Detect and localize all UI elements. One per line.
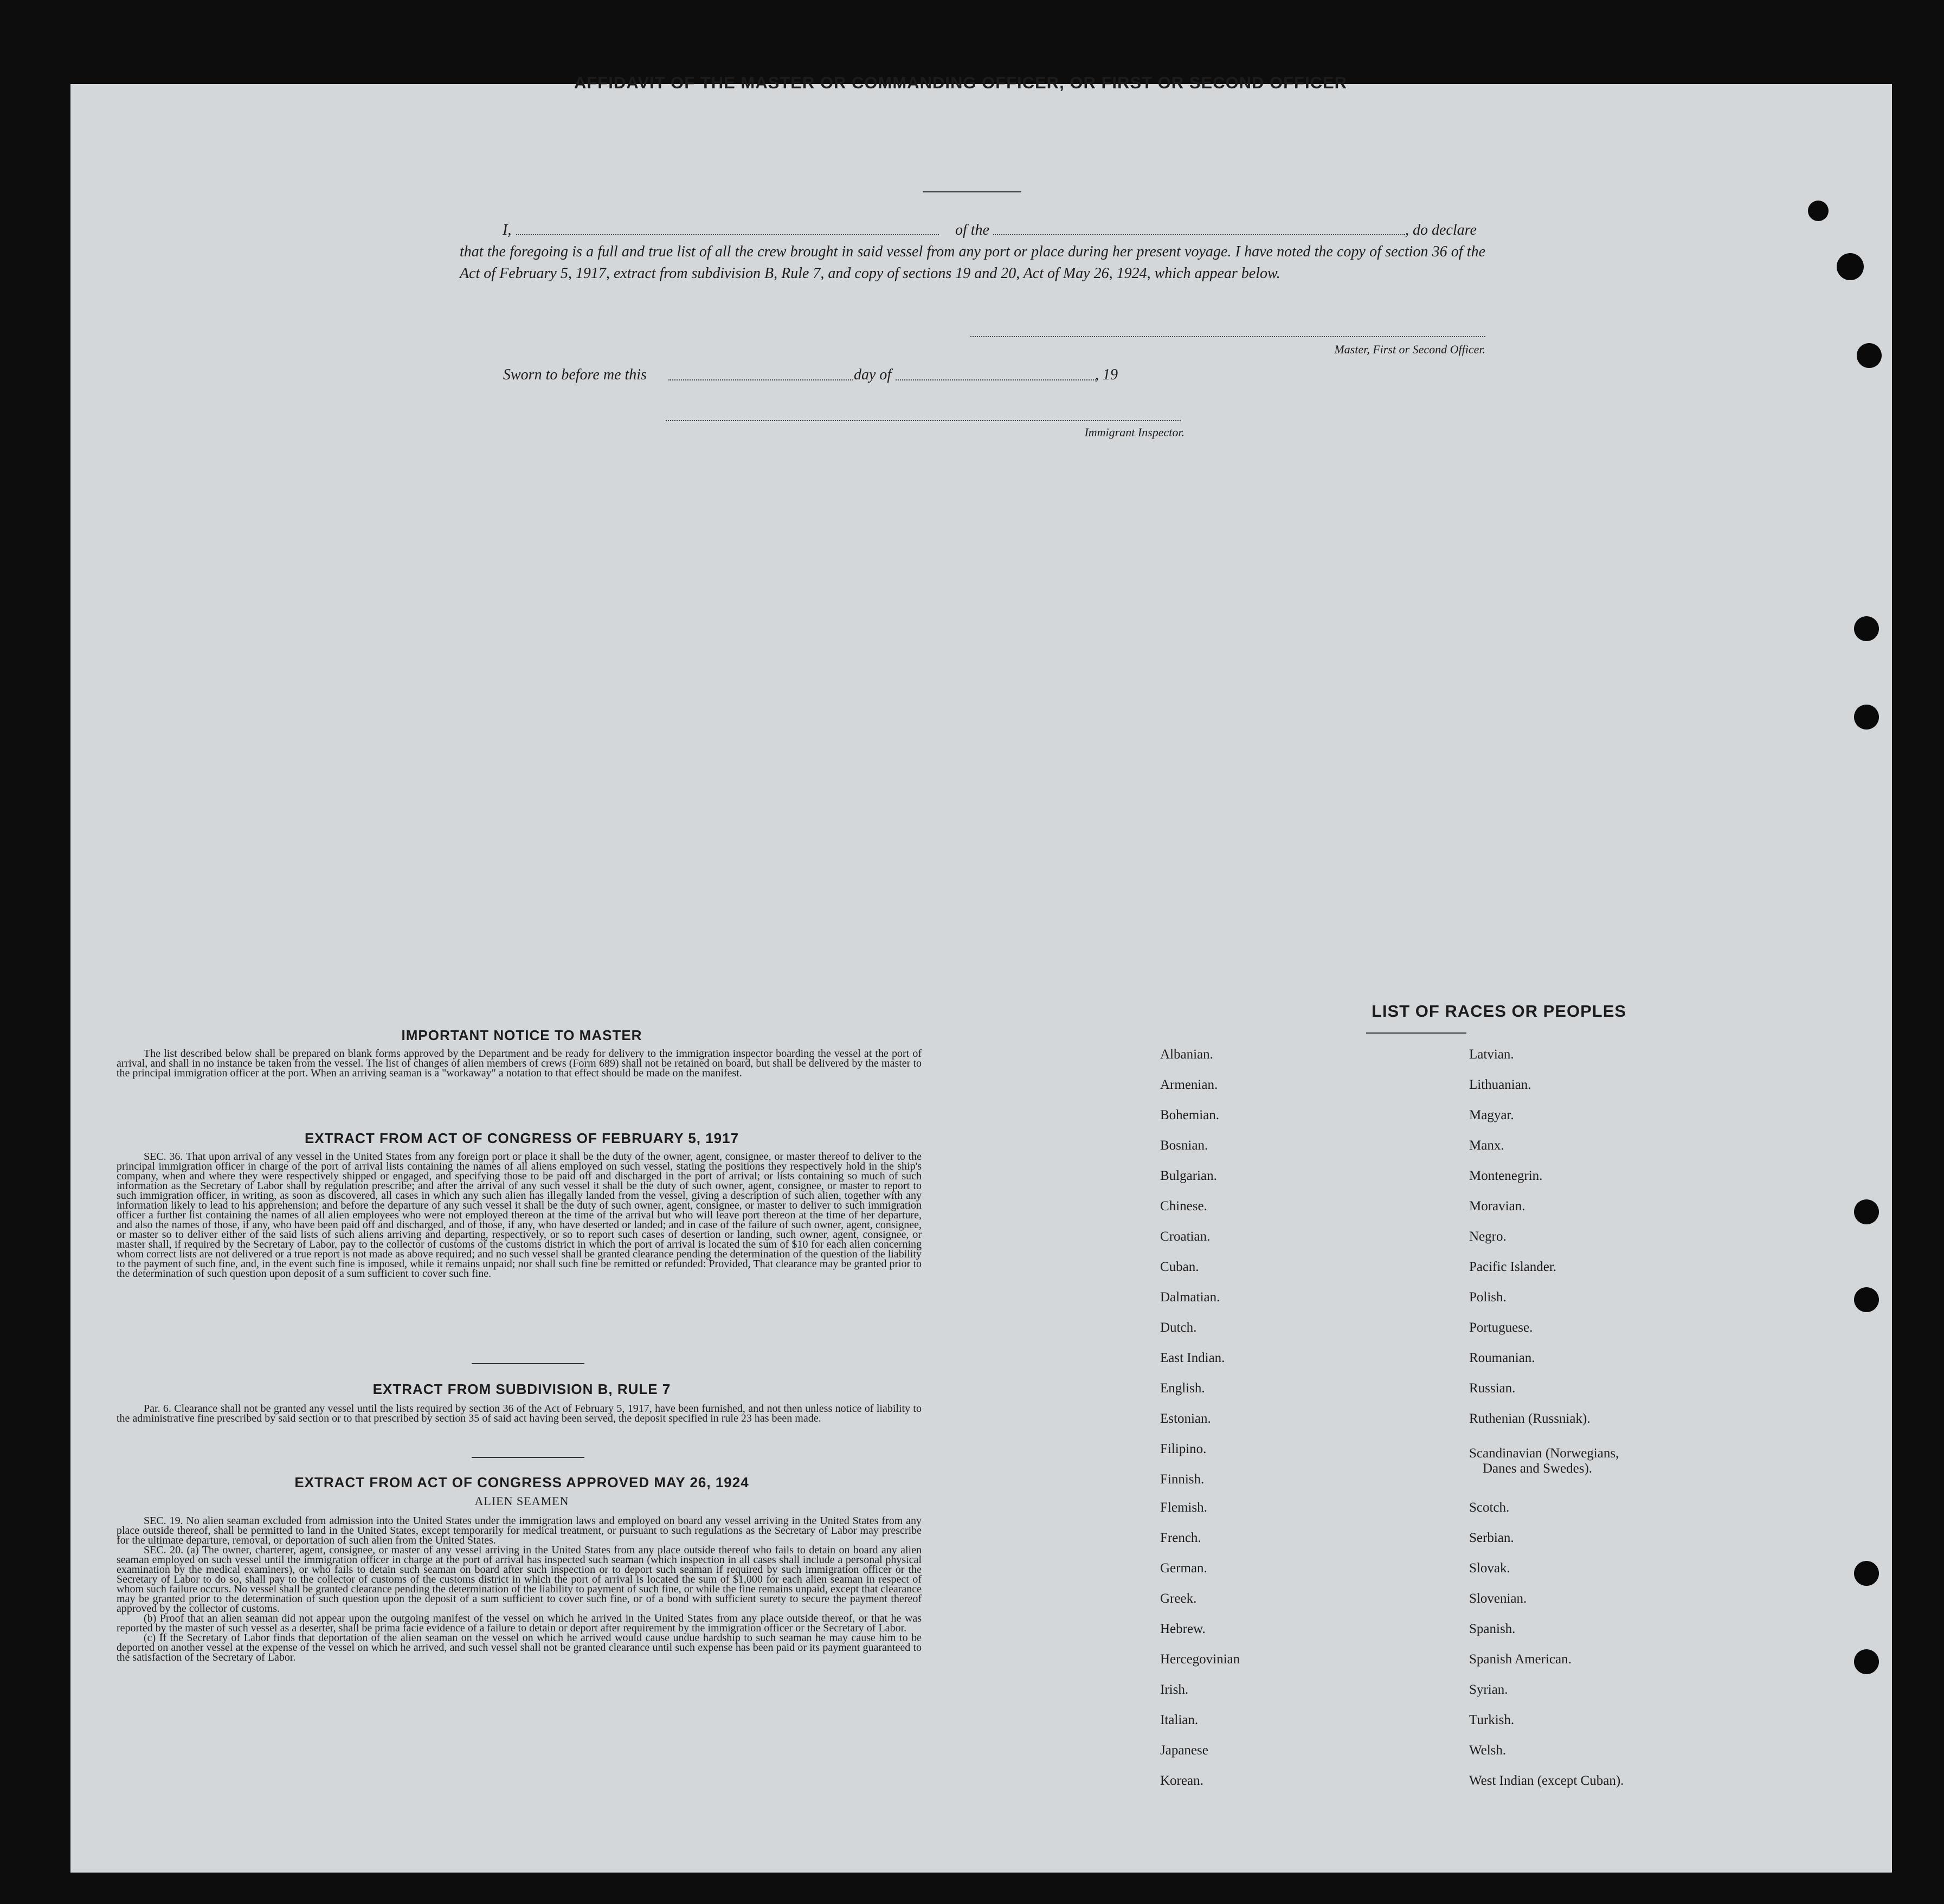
race-item: Slovak. [1469,1561,1510,1576]
extract-1924-title: EXTRACT FROM ACT OF CONGRESS APPROVED MAY 26, 1924 [294,1474,749,1490]
race-item: Pacific Islander. [1469,1260,1557,1274]
race-item: Armenian. [1160,1077,1218,1092]
affidavit-body: that the foregoing is a full and true list of all the crew brought in said vessel from any port or place during her present voyage. I have noted the copy of section 36 of the Act of February 5, 1917, extract from subdivision B, Rule 7, and copy of sections 19 and 20, Act of May 26, 1924, which appear below. [460,243,1485,282]
race-item: Estonian. [1160,1411,1211,1426]
race-item: Spanish. [1469,1622,1516,1636]
vessel-name-field[interactable] [993,234,1405,235]
punch-hole [1854,1561,1879,1586]
race-item: Moravian. [1469,1199,1525,1214]
race-item: Scandinavian (Norwegians, [1469,1446,1619,1461]
notice-text: The list described below shall be prepared on blank forms approved by the Department and be ready for delivery to the immigration inspector boarding the vessel at the port of arrival, and shall in no instance be taken from the vessel. The list of changes of alien members of crews (Form 689) shall not be retained on board, but shall be delivered by the master to the principal immigration officer at the port. When an arriving seaman is a "workaway" a notation to that effect should be made on the manifest. [117,1048,922,1079]
extract-1917-title: EXTRACT FROM ACT OF CONGRESS OF FEBRUARY 5, 1917 [304,1130,739,1146]
race-item: East Indian. [1160,1351,1225,1365]
race-item: Manx. [1469,1138,1504,1153]
affidavit-line-i: I, [503,222,512,238]
extract-1917-text: SEC. 36. That upon arrival of any vessel in the United States from any foreign port or place it shall be the duty of the owner, agent, consignee, or master thereof to deliver to the principal immigration officer in charge of the port of arrival lists containing the names of all aliens employed on such vessel, stating the positions they respectively hold in the ship's company, when and where they were respectively shipped or engaged, and specifying those to be paid off and discharged in the port of arrival; or lists containing so much of such information as the Secretary of Labor shall by regulation prescribe; and after the arrival of any such vessel it shall be the duty of such owner, agent, consignee, or master to report to such immigration officer, in writing, as soon as discovered, all cases in which any such alien has illegally landed from the vessel, giving a description of such alien, together with any information likely to lead to his apprehension; and before the departure of any such vessel it shall be the duty of such owner, agent, consignee, or master to deliver to such immigration officer a further list containing the names of all alien employees who were not employed thereon at the time of the arrival but who will leave port thereon at the time of her departure, and also the names of those, if any, who have been paid off and discharged, and of those, if any, who have deserted or landed; and in case of the failure of such owner, agent, consignee, or master so to deliver either of the said lists of such aliens arriving and departing, respectively, or so to report such cases of desertion or landing, such owner, agent, consignee, or master shall, if required by the Secretary of Labor, pay to the collector of customs of the customs district in which the port of arrival is located the sum of $10 for each alien concerning whom correct lists are not delivered or a true report is not made as above required; and no such vessel shall be granted clearance pending the determination of the question of the liability to the payment of such fine, and, in the event such fine is imposed, while it remains unpaid; nor shall such fine be remitted or refunded: Provided, That clearance may be granted prior to the determination of such question upon deposit of a sum sufficient to cover such fine. [117,1151,922,1280]
divider [923,191,1021,192]
rule-7-title: EXTRACT FROM SUBDIVISION B, RULE 7 [372,1381,671,1397]
race-item: Filipino. [1160,1442,1207,1456]
race-item: Dutch. [1160,1320,1197,1335]
sworn-label: Sworn to before me this [503,366,647,383]
race-item: Hercegovinian [1160,1652,1240,1667]
divider [472,1457,584,1458]
alien-seamen-subtitle: ALIEN SEAMEN [474,1494,569,1508]
race-item: Roumanian. [1469,1351,1535,1365]
race-item: German. [1160,1561,1207,1576]
punch-hole [1854,616,1879,641]
sworn-day-field[interactable] [668,379,853,380]
sworn-day-of: day of [854,366,892,383]
race-item: Italian. [1160,1713,1199,1727]
race-item: Syrian. [1469,1682,1508,1697]
punch-hole [1854,1649,1879,1674]
race-item: Cuban. [1160,1260,1199,1274]
punch-hole [1808,201,1829,221]
race-item: French. [1160,1531,1201,1545]
race-item: English. [1160,1381,1205,1396]
race-item: Bohemian. [1160,1108,1220,1122]
race-item: Magyar. [1469,1108,1514,1122]
race-item: Korean. [1160,1773,1203,1788]
notice-title: IMPORTANT NOTICE TO MASTER [401,1027,642,1043]
race-item: Chinese. [1160,1199,1207,1214]
race-item: Scotch. [1469,1500,1510,1515]
rule-7-text: Par. 6. Clearance shall not be granted any vessel until the lists required by section 36 of the Act of February 5, 1917, have been furnished, and not then unless notice of liability to the administrative fine prescribed by said section or to that prescribed by section 35 of said act having been served, the deposit specified in rule 23 has been made. [117,1403,922,1424]
race-item: Ruthenian (Russniak). [1469,1411,1591,1426]
sec-20a-text: SEC. 20. (a) The owner, charterer, agent, consignee, or master of any vessel arriving in the United States from any place outside thereof who fails to detain on board any alien seaman employed on such vessel until the immigration officer in charge at the port of arrival has inspected such seaman (which inspection in all cases shall include a personal physical examination by the medical examiners), or who fails to detain such seaman on board after such inspection or to deport such seaman if required by such immigration officer or the Secretary of Labor to do so, shall pay to the collector of customs of the customs district in which the port of arrival is located the sum of $1,000 for each alien seaman in respect of whom such failure occurs. No vessel shall be granted clearance pending the determination of the liability to payment of such fine, or while the fine remains unpaid, except that clearance may be granted prior to the determination of such question upon the deposit of a sum sufficient to cover such fine, or of a bond with sufficient surety to secure the payment thereof approved by the collector of customs. [117,1544,922,1615]
divider [472,1363,584,1364]
race-item: Bulgarian. [1160,1169,1217,1183]
race-item: Russian. [1469,1381,1516,1396]
race-item: Finnish. [1160,1472,1205,1487]
race-item: Lithuanian. [1469,1077,1531,1092]
affidavit-line-declare: , do declare [1405,222,1477,238]
race-item: Welsh. [1469,1743,1507,1758]
master-signature-field[interactable] [970,336,1485,337]
extract-1924-body [117,1516,922,1662]
punch-hole [1854,1199,1879,1224]
punch-hole [1857,343,1882,368]
race-item: Polish. [1469,1290,1507,1305]
sec-20c-text: (c) If the Secretary of Labor finds that deportation of the alien seaman on the vessel on which he arrived would cause undue hardship to such seaman he may cause him to be deported on another vessel at the expense of the vessel on which he arrived, and such vessel shall not be granted clearance until such expense has been paid or its payment guaranteed to the satisfaction of the Secretary of Labor. [117,1632,922,1663]
affidavit-title: AFFIDAVIT OF THE MASTER OR COMMANDING OFFICER, OR FIRST OR SECOND OFFICER [574,73,1348,92]
race-item: Latvian. [1469,1047,1514,1062]
inspector-signature-field[interactable] [666,420,1181,421]
race-item: Irish. [1160,1682,1189,1697]
race-item: Serbian. [1469,1531,1514,1545]
race-item: Montenegrin. [1469,1169,1543,1183]
affidavit-line-of: of the [955,222,989,238]
punch-hole [1837,253,1864,280]
races-title: LIST OF RACES OR PEOPLES [1371,1002,1627,1021]
race-item: West Indian (except Cuban). [1469,1773,1624,1788]
race-item: Bosnian. [1160,1138,1208,1153]
master-signature-caption: Master, First or Second Officer. [1334,343,1485,356]
divider [1366,1032,1466,1034]
punch-hole [1854,705,1879,730]
sworn-year: , 19 [1095,366,1118,383]
race-item: Portuguese. [1469,1320,1533,1335]
inspector-caption: Immigrant Inspector. [1084,425,1185,439]
race-item: Hebrew. [1160,1622,1206,1636]
race-item: Spanish American. [1469,1652,1572,1667]
race-item: Croatian. [1160,1229,1211,1244]
sec-20b-text: (b) Proof that an alien seaman did not appear upon the outgoing manifest of the vessel on which he arrived in the United States from any place outside thereof, or that he was reported by the master of such vessel as a deserter, shall be prima facie evidence of a failure to detain or deport after requirement by the immigration officer or the Secretary of Labor. [117,1612,922,1634]
race-item: Negro. [1469,1229,1507,1244]
sec-19-text: SEC. 19. No alien seaman excluded from admission into the United States under the immigration laws and employed on board any vessel arriving in the United States from any place outside thereof, shall be permitted to land in the United States, except temporarily for medical treatment, or pursuant to such regulations as the Secretary of Labor may prescribe for the ultimate departure, removal, or deportation of such alien from the United States. [117,1515,922,1546]
race-item: Slovenian. [1469,1591,1527,1606]
race-item: Flemish. [1160,1500,1207,1515]
master-name-field[interactable] [516,234,939,235]
race-item: Turkish. [1469,1713,1515,1727]
race-item: Japanese [1160,1743,1208,1758]
race-item: Greek. [1160,1591,1197,1606]
punch-hole [1854,1287,1879,1312]
race-item: Dalmatian. [1160,1290,1220,1305]
race-item: Danes and Swedes). [1483,1461,1593,1476]
sworn-month-field[interactable] [896,379,1096,380]
race-item: Albanian. [1160,1047,1213,1062]
